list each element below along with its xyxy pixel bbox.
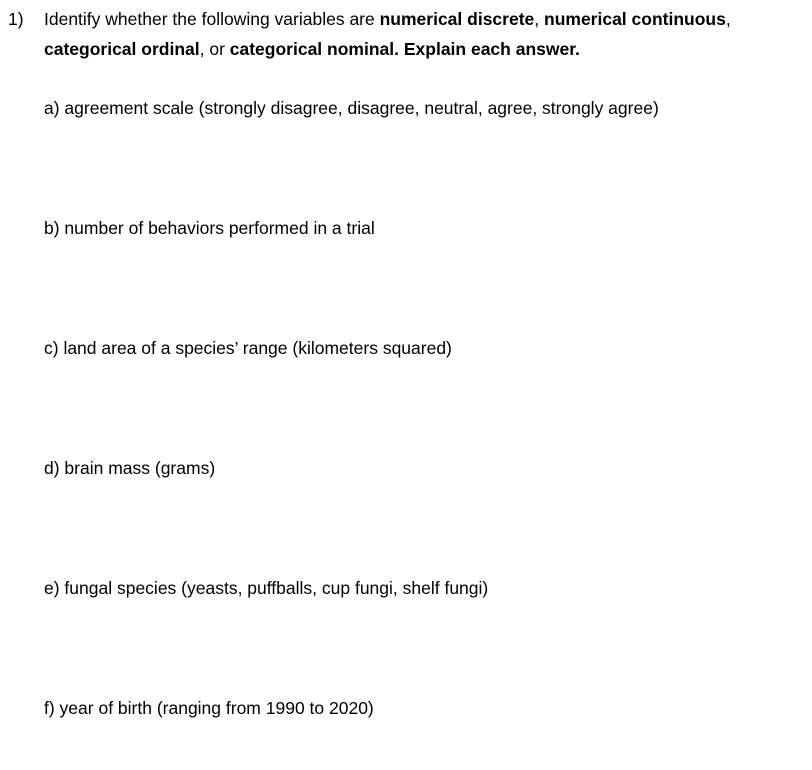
question-intro: Identify whether the following variables are — [44, 9, 380, 29]
separator-1: , — [534, 9, 544, 29]
question-instruction: Explain each answer. — [403, 39, 580, 59]
separator-3: , or — [199, 39, 230, 59]
term-numerical-discrete: numerical discrete — [379, 9, 535, 29]
separator-4: . — [394, 39, 404, 59]
term-categorical-nominal: categorical nominal — [229, 39, 395, 59]
term-categorical-ordinal: categorical ordinal — [44, 39, 200, 59]
question-prompt-line-1 — [44, 8, 731, 30]
question-prompt-line-2 — [44, 38, 580, 60]
item-d: d) brain mass (grams) — [44, 458, 216, 478]
item-c: c) land area of a species’ range (kilometers squared) — [44, 338, 452, 358]
item-b: b) number of behaviors performed in a trial — [44, 218, 375, 238]
question-number: 1) — [8, 9, 24, 29]
item-f: f) year of birth (ranging from 1990 to 2020) — [44, 698, 374, 718]
separator-2: , — [725, 9, 731, 29]
item-e: e) fungal species (yeasts, puffballs, cup fungi, shelf fungi) — [44, 578, 489, 598]
item-a: a) agreement scale (strongly disagree, disagree, neutral, agree, strongly agree) — [44, 98, 659, 118]
term-numerical-continuous: numerical continuous — [544, 9, 726, 29]
